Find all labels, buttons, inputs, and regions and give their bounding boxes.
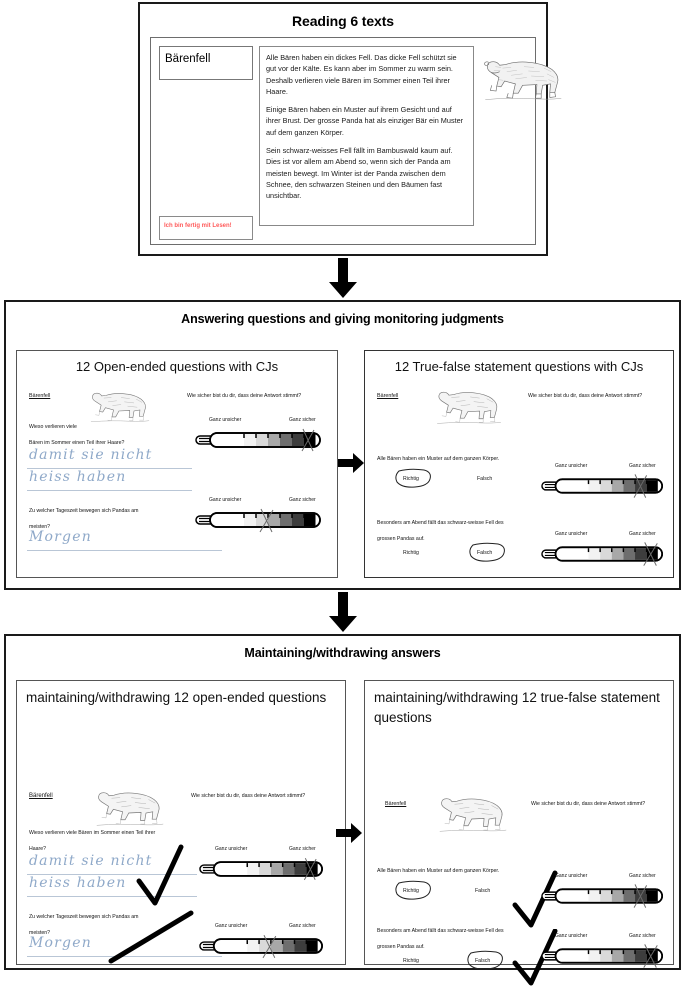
flow-arrow-down-2 [328,592,358,632]
screen-reading-panel [138,2,548,256]
confidence-prompt: Wie sicher bist du dir, dass deine Antwort stimmt? [191,793,306,799]
scale-1-low-label: Ganz unsicher [555,873,588,879]
answer-1-line1: damit sie nicht [29,853,153,869]
confidence-prompt: Wie sicher bist du dir, dass deine Antwort stimmt? [187,393,302,399]
reading-paragraph-2: Einige Bären haben ein Muster auf ihrem Gesicht und auf ihrer Brust. Der grosse Panda hat als einziger Bär ein Muster auf dem ganzen Körper. [266,105,464,137]
flow-arrow-right-3 [336,822,362,844]
confidence-thermometer-2[interactable] [195,507,325,533]
confidence-thermometer-4[interactable] [541,541,667,567]
polar-bear-icon [433,381,505,427]
maintaining-true-false-worksheet [365,681,673,964]
scale-1-low-label: Ganz unsicher [209,417,242,423]
confidence-thermometer-8[interactable] [541,943,667,969]
flow-arrow-down-1 [328,258,358,298]
scale-2-high-label: Ganz sicher [289,923,316,929]
open-ended-subpanel [16,350,338,578]
worksheet-topic-label: Bärenfell [377,393,399,399]
question-2-line1: Zu welcher Tageszeit bewegen sich Pandas am [29,508,139,514]
polar-bear-image [481,48,567,104]
open-ended-worksheet [17,351,337,577]
scale-1-high-label: Ganz sicher [289,417,316,423]
true-false-subpanel-title: 12 True-false statement questions with CJs [394,359,644,374]
question-2-line2: meisten? [29,930,51,936]
statement-2-line1: Besonders am Abend fällt das schwarz-weisse Fell des [377,520,504,526]
scale-2-high-label: Ganz sicher [629,933,656,939]
selection-circle-1 [393,467,435,489]
finished-reading-label: Ich bin fertig mit Lesen! [164,223,232,229]
confidence-thermometer-1[interactable] [195,427,325,453]
true-false-worksheet [365,351,673,577]
reading-paragraph-1: Alle Bären haben ein dickes Fell. Das dicke Fell schützt sie gut vor der Kälte. Es kann aber im Sommer zu warm sein. Deshalb verlieren viele Bären im Sommer einen Teil ihrer Haare. [266,53,457,96]
selection-circle-2 [467,541,509,563]
scale-2-low-label: Ganz unsicher [555,933,588,939]
statement-2-line2: grossen Pandas auf. [377,536,425,542]
text-title-label: Bärenfell [165,53,211,65]
polar-bear-icon [435,787,511,835]
maintain-checkmark-1 [129,843,189,909]
question-1-line1: Wieso verlieren viele [29,424,77,430]
confidence-thermometer-3[interactable] [541,473,667,499]
statement-1-line1: Alle Bären haben ein Muster auf dem ganzen Körper. [377,456,500,462]
answer-1-line1: damit sie nicht [29,447,153,463]
statement-1-line1: Alle Bären haben ein Muster auf dem ganzen Körper. [377,868,500,874]
scale-1-low-label: Ganz unsicher [555,463,588,469]
question-2-line1: Zu welcher Tageszeit bewegen sich Pandas am [29,914,139,920]
statement-2-option-false[interactable]: Falsch [475,958,491,964]
statement-2-line2: grossen Pandas auf. [377,944,425,950]
scale-1-high-label: Ganz sicher [289,846,316,852]
polar-bear-icon [87,383,153,425]
statement-1-option-true[interactable]: Richtig [403,888,419,894]
polar-bear-icon [93,781,167,829]
finished-reading-button[interactable] [159,216,253,240]
question-1-line2: Haare? [29,846,47,852]
true-false-subpanel [364,350,674,578]
screen1-title: Reading 6 texts [292,13,394,29]
question-2-line2: meisten? [29,524,51,530]
confidence-prompt: Wie sicher bist du dir, dass deine Antwort stimmt? [531,801,646,807]
answer-rule-2a [27,550,222,551]
open-ended-subpanel-title: 12 Open-ended questions with CJs [75,359,279,374]
selection-circle-1 [393,879,435,901]
flow-arrow-right-2 [338,452,364,474]
answer-1-line2: heiss haben [29,469,127,485]
screen-maintaining-panel [4,634,681,970]
scale-2-high-label: Ganz sicher [289,497,316,503]
statement-2-option-false[interactable]: Falsch [477,550,493,556]
statement-2-option-true[interactable]: Richtig [403,550,419,556]
scale-2-low-label: Ganz unsicher [215,923,248,929]
scale-2-low-label: Ganz unsicher [555,531,588,537]
reading-slide [150,37,536,245]
maintaining-true-false-subpanel [364,680,674,965]
maintaining-open-ended-worksheet [17,681,345,964]
confidence-thermometer-5[interactable] [199,856,327,882]
worksheet-topic-label: Bärenfell [29,793,53,799]
answer-rule-1b [27,490,192,491]
question-1-line1: Wieso verlieren viele Bären im Sommer einen Teil ihrer [29,830,156,836]
statement-2-line1: Besonders am Abend fällt das schwarz-weisse Fell des [377,928,504,934]
statement-1-option-false[interactable]: Falsch [477,476,493,482]
reading-text-box [259,46,474,226]
maintaining-true-false-title: maintaining/withdrawing 12 true-false statement questions [374,690,660,725]
scale-1-low-label: Ganz unsicher [215,846,248,852]
worksheet-topic-label: Bärenfell [385,801,407,807]
worksheet-topic-label: Bärenfell [29,393,51,399]
scale-2-low-label: Ganz unsicher [209,497,242,503]
maintaining-open-ended-title: maintaining/withdrawing 12 open-ended questions [26,690,327,705]
maintaining-open-ended-subpanel [16,680,346,965]
statement-2-option-true[interactable]: Richtig [403,958,419,964]
answer-2-line1: Morgen [29,529,92,545]
reading-paragraph-3: Sein schwarz-weisses Fell fällt im Bambuswald kaum auf. Dies ist vor allem am Abend so, wenn sich der Panda am meisten bewegt. Im Winter ist der Panda zwischen dem Schnee, den schwarzen Steinen und den Bäumen fast unsichtbar. [266,146,453,201]
statement-1-option-false[interactable]: Falsch [475,888,491,894]
confidence-prompt: Wie sicher bist du dir, dass deine Antwort stimmt? [528,393,643,399]
statement-1-option-true[interactable]: Richtig [403,476,419,482]
screen3-title: Maintaining/withdrawing answers [244,646,441,660]
answer-1-line2: heiss haben [29,875,127,891]
scale-1-high-label: Ganz sicher [629,873,656,879]
screen-answering-panel [4,300,681,590]
selection-circle-2 [465,949,507,971]
question-1-line2: Bären im Sommer einen Teil ihrer Haare? [29,440,125,446]
text-title-box [159,46,253,80]
confidence-thermometer-7[interactable] [541,883,667,909]
withdraw-stroke-2 [105,909,205,967]
scale-1-high-label: Ganz sicher [629,463,656,469]
confidence-thermometer-6[interactable] [199,933,327,959]
scale-2-high-label: Ganz sicher [629,531,656,537]
screen2-title: Answering questions and giving monitoring judgments [181,312,504,326]
answer-2-line1: Morgen [29,935,92,951]
